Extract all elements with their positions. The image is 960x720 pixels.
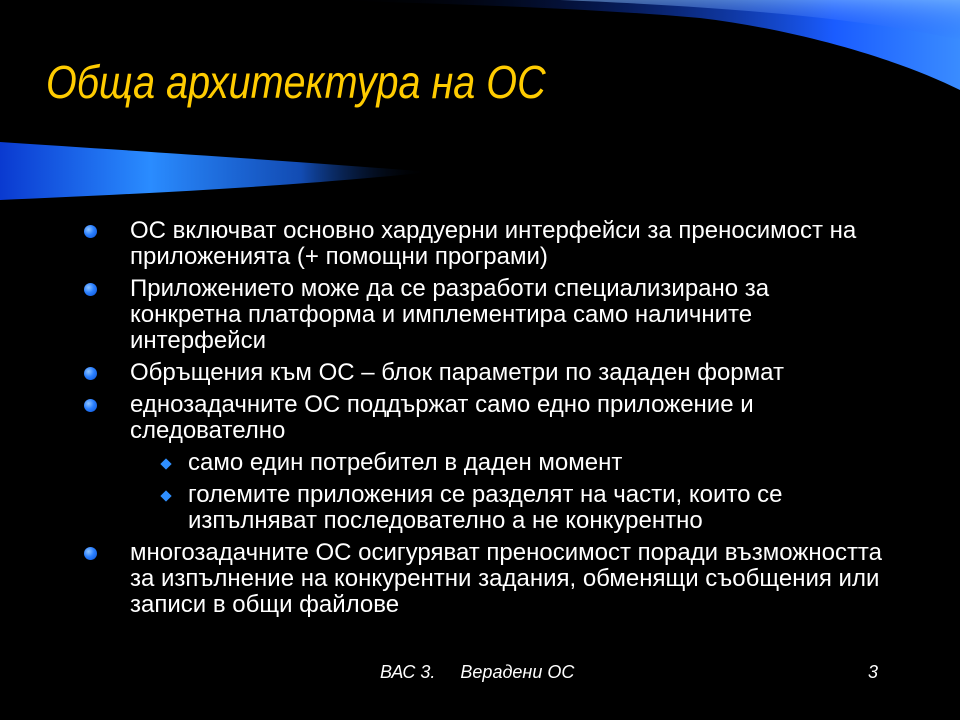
sub-bullet-text: само един потребител в даден момент: [188, 449, 623, 476]
bullet-item: [84, 540, 884, 618]
blue-dot-icon: [84, 283, 97, 296]
slide-title: Обща архитектура на ОС: [46, 56, 546, 108]
bullet-text: многозадачните ОС осигуряват преносимост поради възможността за изпълнение на конкурентни задания, обменящи съобщения или записи в общи файлове: [130, 539, 883, 618]
blue-dot-icon: [84, 399, 97, 412]
sub-bullet-item: [84, 450, 884, 476]
bullet-list: [84, 218, 884, 624]
bullet-text: Приложението може да се разработи специализирано за конкретна платформа и имплементира само наличните интерфейси: [130, 275, 770, 354]
bullet-item: [84, 360, 884, 386]
bullet-item: [84, 276, 884, 354]
sub-bullet-text: големите приложения се разделят на части, които се изпълняват последователно а не конкурентно: [188, 481, 783, 534]
blue-dot-icon: [84, 225, 97, 238]
footer-text: ВАС 3. Верадени ОС: [380, 662, 575, 682]
bullet-text: ОС включват основно хардуерни интерфейси за преносимост на приложенията (+ помощни програми): [130, 217, 857, 270]
bullet-text: Обръщения към ОС – блок параметри по зададен формат: [130, 359, 784, 386]
sub-bullet-item: [84, 482, 884, 534]
bullet-text: еднозадачните ОС поддържат само едно приложение и следователно: [130, 391, 754, 444]
bullet-item: [84, 218, 884, 270]
blue-diamond-icon: [160, 458, 171, 469]
bullet-item: [84, 392, 884, 444]
blue-dot-icon: [84, 547, 97, 560]
blue-diamond-icon: [160, 490, 171, 501]
page-number: 3: [868, 662, 879, 682]
blue-dot-icon: [84, 367, 97, 380]
left-streak: [0, 142, 430, 200]
